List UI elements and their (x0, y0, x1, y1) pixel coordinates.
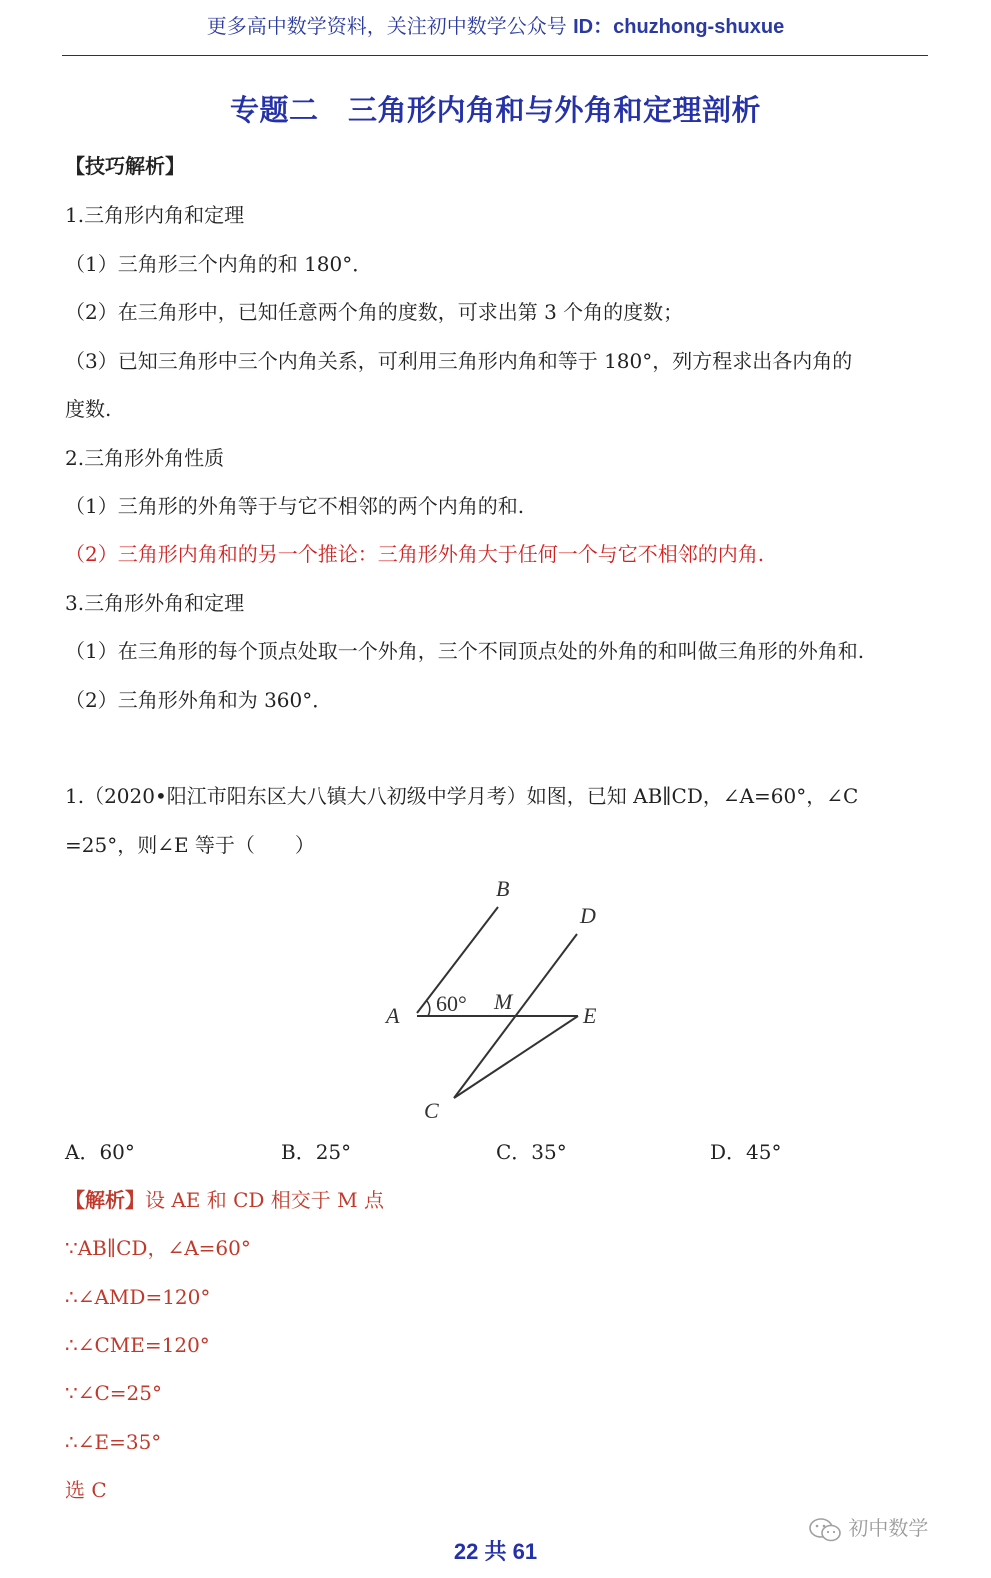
header-text: 更多高中数学资料，关注初中数学公众号 (206, 14, 574, 38)
text-line: （1）三角形的外角等于与它不相邻的两个内角的和. (65, 494, 525, 518)
angle-arc (427, 1001, 430, 1016)
text-line: （3）已知三角形中三个内角关系，可利用三角形内角和等于 180°，列方程求出各内角的 (65, 349, 853, 373)
solution-step: ∴∠E=35° (65, 1430, 162, 1454)
page-title: 专题二 三角形内角和与外角和定理剖析 (229, 93, 761, 127)
page-header (0, 8, 991, 44)
solution-tag: 【解析】 (65, 1188, 145, 1212)
solution-step: ∵AB∥CD，∠A=60° (65, 1236, 251, 1260)
label-B: B (496, 876, 510, 901)
segment-CE (454, 1016, 578, 1098)
label-M: M (494, 989, 513, 1014)
question-line-2: =25°，则∠E 等于（ ） (65, 833, 315, 857)
geometry-figure (370, 868, 630, 1128)
header-rule (62, 55, 928, 56)
section-heading: 【技巧解析】 (65, 154, 185, 178)
solution-intro (65, 1186, 384, 1214)
solution-first: 设 AE 和 CD 相交于 M 点 (145, 1188, 385, 1212)
label-E: E (583, 1003, 597, 1028)
option-d: D．45° (710, 1140, 782, 1164)
label-D: D (580, 903, 596, 928)
text-line: （1）三角形三个内角的和 180°． (65, 252, 373, 276)
watermark-text: 初中数学 (848, 1516, 929, 1540)
option-a: A．60° (65, 1140, 135, 1164)
question-line-1: 1.（2020•阳江市阳东区大八镇大八初级中学月考）如图，已知 AB∥CD，∠A=60°，∠C (65, 784, 859, 808)
header-id: ID：chuzhong-shuxue (573, 16, 785, 38)
solution-step: ∴∠CME=120° (65, 1333, 210, 1357)
angle-label: 60° (436, 991, 467, 1016)
text-line: 1.三角形内角和定理 (65, 203, 245, 227)
text-line: 3.三角形外角和定理 (65, 591, 245, 615)
highlight-line: （2）三角形内角和的另一个推论：三角形外角大于任何一个与它不相邻的内角. (65, 542, 765, 566)
label-C: C (424, 1098, 439, 1123)
option-c: C．35° (496, 1140, 567, 1164)
solution-answer: 选 C (65, 1478, 107, 1502)
text-line: （2）在三角形中，已知任意两个角的度数，可求出第 3 个角的度数； (65, 300, 684, 324)
text-line: （2）三角形外角和为 360°． (65, 688, 333, 712)
label-A: A (386, 1003, 400, 1028)
option-b: B．25° (281, 1140, 352, 1164)
solution-step: ∵∠C=25° (65, 1381, 162, 1405)
text-line: 度数. (65, 397, 112, 421)
text-line: 2.三角形外角性质 (65, 446, 225, 470)
text-line: （1）在三角形的每个顶点处取一个外角，三个不同顶点处的外角的和叫做三角形的外角和. (65, 639, 865, 663)
solution-step: ∴∠AMD=120° (65, 1285, 211, 1309)
page-number: 22 共 61 (453, 1539, 538, 1564)
